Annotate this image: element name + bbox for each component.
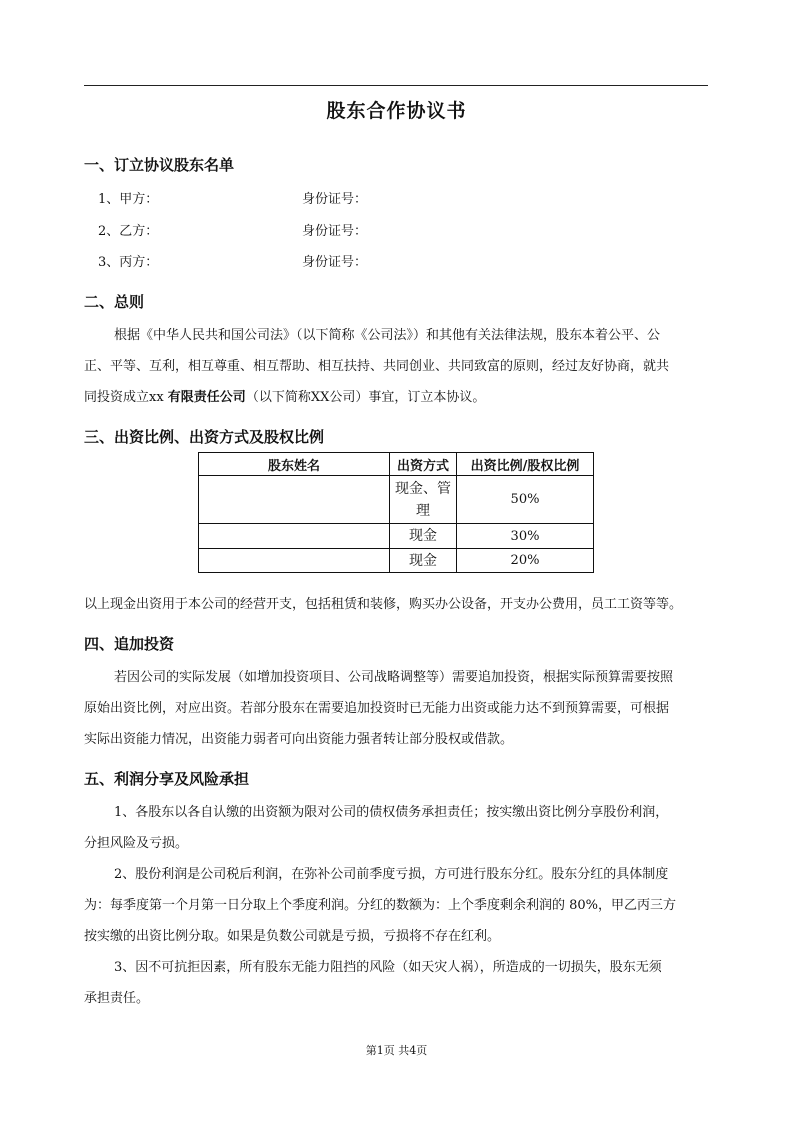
method-text: 现金、管: [395, 480, 451, 497]
section-1-heading: 一、订立协议股东名单: [84, 156, 235, 174]
party-label: 3、丙方：: [98, 255, 159, 270]
paragraph-line: 3、因不可抗拒因素，所有股东无能力阻挡的风险（如天灾人祸），所造成的一切损失，股东无须: [114, 960, 662, 975]
section-4-heading: 四、追加投资: [84, 635, 175, 653]
header-rule: [84, 85, 708, 86]
shareholder-name-cell: [199, 524, 390, 549]
section-3-heading: 三、出资比例、出资方式及股权比例: [84, 428, 325, 446]
shareholder-name-cell: [199, 476, 390, 524]
paragraph-line: [84, 386, 708, 405]
paragraph-line: 为：每季度第一个月第一日分取上个季度利润。分红的数额为：上个季度剩余利润的 80%，甲乙丙三方: [84, 898, 677, 913]
ratio-cell: 30%: [457, 524, 594, 549]
paragraph-line: 实际出资能力情况，出资能力弱者可向出资能力强者转让部分股权或借款。: [84, 732, 514, 747]
paragraph-line: 正、平等、互利，相互尊重、相互帮助、相互扶持、共同创业、共同致富的原则，经过友好协商，就共: [84, 359, 670, 374]
method-cell: 现金: [390, 549, 457, 573]
table-row: [199, 549, 594, 573]
column-header: 出资比例/股权比例: [457, 453, 594, 476]
shareholder-name-cell: [199, 549, 390, 573]
section-5-heading: 五、利润分享及风险承担: [84, 770, 250, 788]
equity-table: [198, 452, 594, 573]
document-title: 股东合作协议书: [326, 100, 467, 122]
table-note: 以上现金出资用于本公司的经营开支，包括租赁和装修，购买办公设备，开支办公费用，员工工资等等。: [84, 597, 683, 612]
party-label: 1、甲方：: [98, 192, 159, 207]
party-id-label: 身份证号：: [302, 224, 368, 239]
ratio-cell: 50%: [457, 476, 594, 524]
method-text: 理: [416, 502, 430, 519]
text-run: 同投资成立xx: [84, 390, 168, 405]
text-run: （以下简称XX公司）事宜，订立本协议。: [245, 390, 486, 405]
method-cell: [390, 476, 457, 524]
party-label: 2、乙方：: [98, 224, 159, 239]
paragraph-line: 1、各股东以各自认缴的出资额为限对公司的债权债务承担责任；按实缴出资比例分享股份利润，: [114, 805, 669, 820]
paragraph-line: 分担风险及亏损。: [84, 836, 189, 851]
column-header: 股东姓名: [199, 453, 390, 476]
table-row: [199, 524, 594, 549]
column-header: 出资方式: [390, 453, 457, 476]
section-2-heading: 二、总则: [84, 293, 145, 311]
table-row: [199, 476, 594, 524]
table-header-row: [199, 453, 594, 476]
party-id-label: 身份证号：: [302, 192, 368, 207]
company-name-bold: 有限责任公司: [167, 390, 246, 405]
paragraph-line: 原始出资比例，对应出资。若部分股东在需要追加投资时已无能力出资或能力达不到预算需要，可根据: [84, 701, 670, 716]
page-footer: 第1页 共4页: [365, 1044, 428, 1057]
paragraph-line: 根据《中华人民共和国公司法》（以下简称《公司法》）和其他有关法律法规，股东本着公平、公: [114, 328, 661, 343]
party-id-label: 身份证号：: [302, 255, 368, 270]
paragraph-line: 承担责任。: [84, 991, 150, 1006]
paragraph-line: 2、股份利润是公司税后利润，在弥补公司前季度亏损，方可进行股东分红。股东分红的具体制度: [114, 867, 669, 882]
paragraph-line: 若因公司的实际发展（如增加投资项目、公司战略调整等）需要追加投资，根据实际预算需要按照: [114, 670, 674, 685]
paragraph-line: 按实缴的出资比例分取。如果是负数公司就是亏损，亏损将不存在红利。: [84, 929, 501, 944]
method-cell: 现金: [390, 524, 457, 549]
ratio-cell: 20%: [457, 549, 594, 573]
